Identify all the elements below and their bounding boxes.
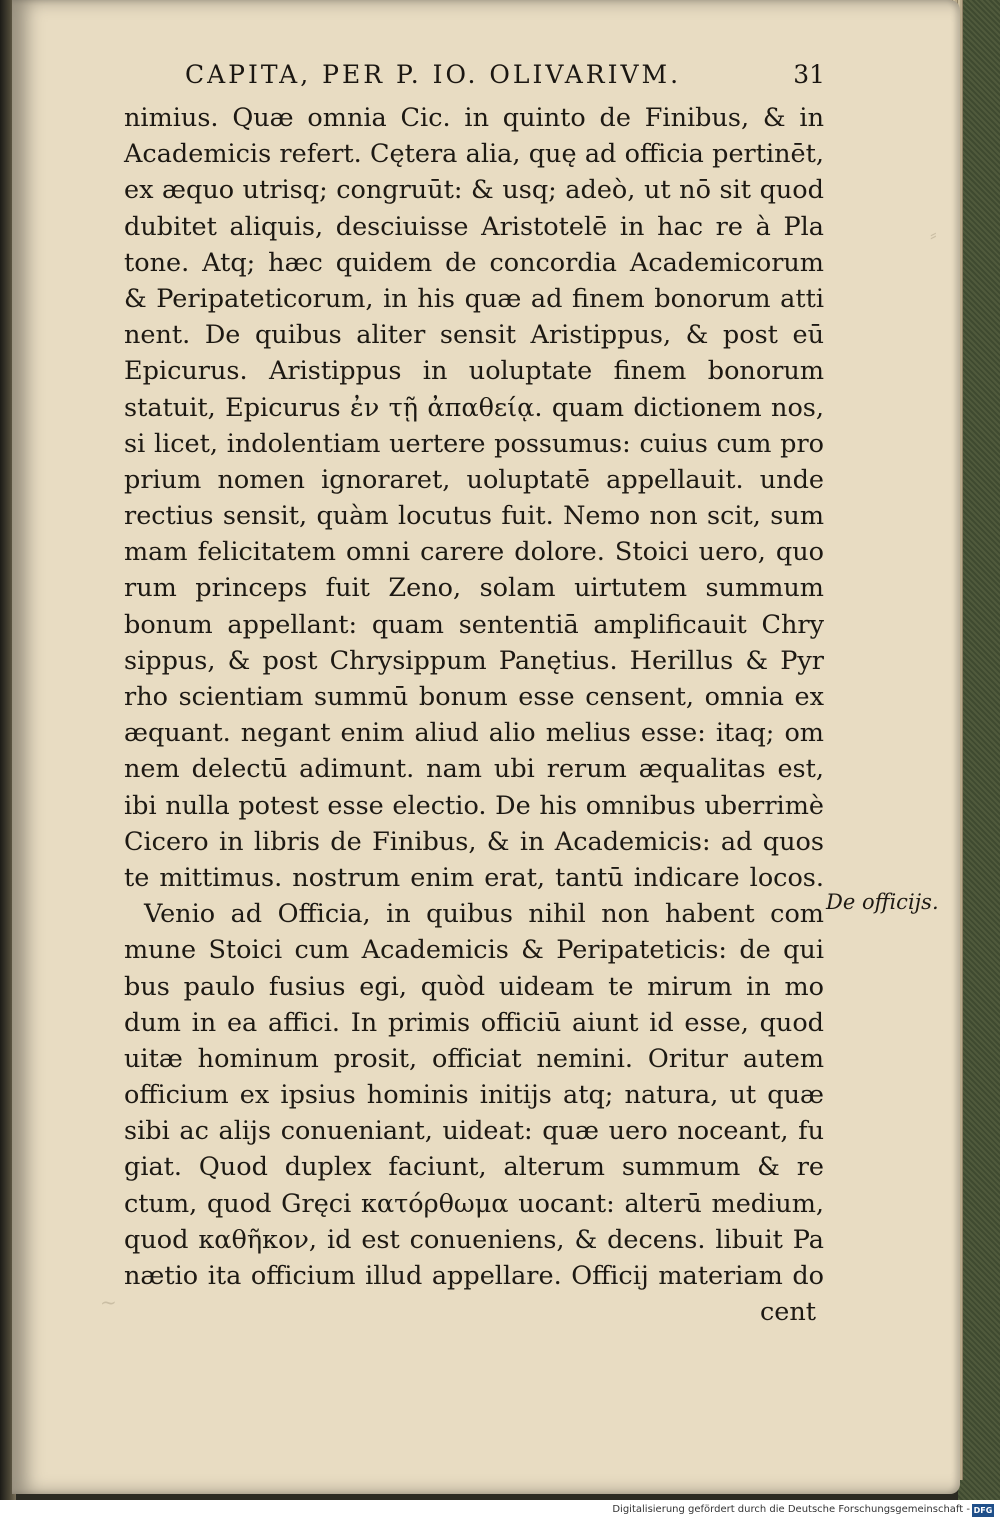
text-line: prium nomen ignoraret, uoluptatē appellauit. unde — [124, 464, 824, 495]
text-line: si licet, indolentiam uertere possumus: cuius cum pro — [124, 428, 824, 459]
text-line: ex æquo utrisq; congruūt: & usq; adeò, ut nō sit quod — [124, 175, 824, 206]
show-through-mark: ⸗ — [930, 222, 937, 246]
text-line: nimius. Quæ omnia Cic. in quinto de Finibus, & in — [124, 103, 824, 133]
page-header — [185, 60, 825, 94]
footer-credit: Digitalisierung gefördert durch die Deutsche Forschungsgemeinschaft - — [612, 1504, 970, 1515]
text-line: bus paulo fusius egi, quòd uideam te mirum in mo — [124, 971, 824, 1002]
marginal-note: De officijs. — [826, 890, 939, 914]
text-line: Academicis refert. Cętera alia, quę ad officia pertinēt, — [124, 139, 824, 170]
text-line: Epicurus. Aristippus in uoluptate finem bonorum — [124, 356, 824, 387]
text-line: quod καθῆκον, id est conueniens, & decens. libuit Pa — [124, 1224, 824, 1255]
text-line: rho scientiam summū bonum esse censent, omnia ex — [124, 682, 824, 712]
text-line: mam felicitatem omni carere dolore. Stoici uero, quo — [124, 537, 824, 568]
text-line: mune Stoici cum Academicis & Peripateticis: de qui — [124, 935, 824, 966]
cloth-background — [958, 0, 1000, 1500]
catchword: cent — [759, 1297, 816, 1328]
text-line: officium ex ipsius hominis initijs atq; natura, ut quæ — [124, 1080, 824, 1111]
text-line: giat. Quod duplex faciunt, alterum summum & re — [124, 1152, 824, 1183]
text-line: Cicero in libris de Finibus, & in Academicis: ad quos — [124, 826, 824, 857]
text-line: dum in ea affici. In primis officiū aiunt id esse, quod — [124, 1007, 824, 1038]
digitization-footer — [0, 1500, 1000, 1522]
text-line: nætio ita officium illud appellare. Officij materiam do — [124, 1261, 824, 1291]
text-line: nem delectū adimunt. nam ubi rerum æqualitas est, — [124, 754, 824, 785]
text-line: & Peripateticorum, in his quæ ad finem bonorum atti — [124, 283, 824, 314]
text-line: te mittimus. nostrum enim erat, tantū indicare locos. — [124, 862, 824, 893]
text-line: bonum appellant: quam sententiā amplificauit Chry — [124, 609, 824, 640]
text-line: dubitet aliquis, desciuisse Aristotelē in hac re à Pla — [124, 211, 824, 242]
running-head: CAPITA, PER P. IO. OLIVARIVM. — [185, 60, 682, 89]
text-line: sibi ac alijs conueniant, uideat: quæ uero noceant, fu — [124, 1116, 824, 1147]
page-number: 31 — [793, 60, 825, 89]
text-line: ctum, quod Gręci κατόρθωμα uocant: alterū medium, — [124, 1188, 824, 1219]
body-text — [124, 100, 824, 1330]
dfg-logo-icon: DFG — [973, 1506, 993, 1515]
text-line: æquant. negant enim aliud alio melius esse: itaq; om — [124, 718, 824, 749]
text-line: rectius sensit, quàm locutus fuit. Nemo non scit, sum — [124, 501, 824, 532]
show-through-mark: ~ — [100, 1290, 117, 1314]
text-line: statuit, Epicurus ἐν τῇ ἀπαθείᾳ. quam dictionem nos, — [124, 392, 824, 423]
text-line: nent. De quibus aliter sensit Aristippus, & post eū — [124, 320, 824, 351]
text-line: sippus, & post Chrysippum Panętius. Herillus & Pyr — [124, 645, 824, 676]
text-line: ibi nulla potest esse electio. De his omnibus uberrimè — [124, 790, 824, 821]
text-line: tone. Atq; hæc quidem de concordia Academicorum — [124, 247, 824, 278]
text-line: uitæ hominum prosit, officiat nemini. Oritur autem — [124, 1043, 824, 1074]
text-line: Venio ad Officia, in quibus nihil non habent com — [144, 899, 824, 930]
text-line: rum princeps fuit Zeno, solam uirtutem summum — [124, 573, 824, 604]
